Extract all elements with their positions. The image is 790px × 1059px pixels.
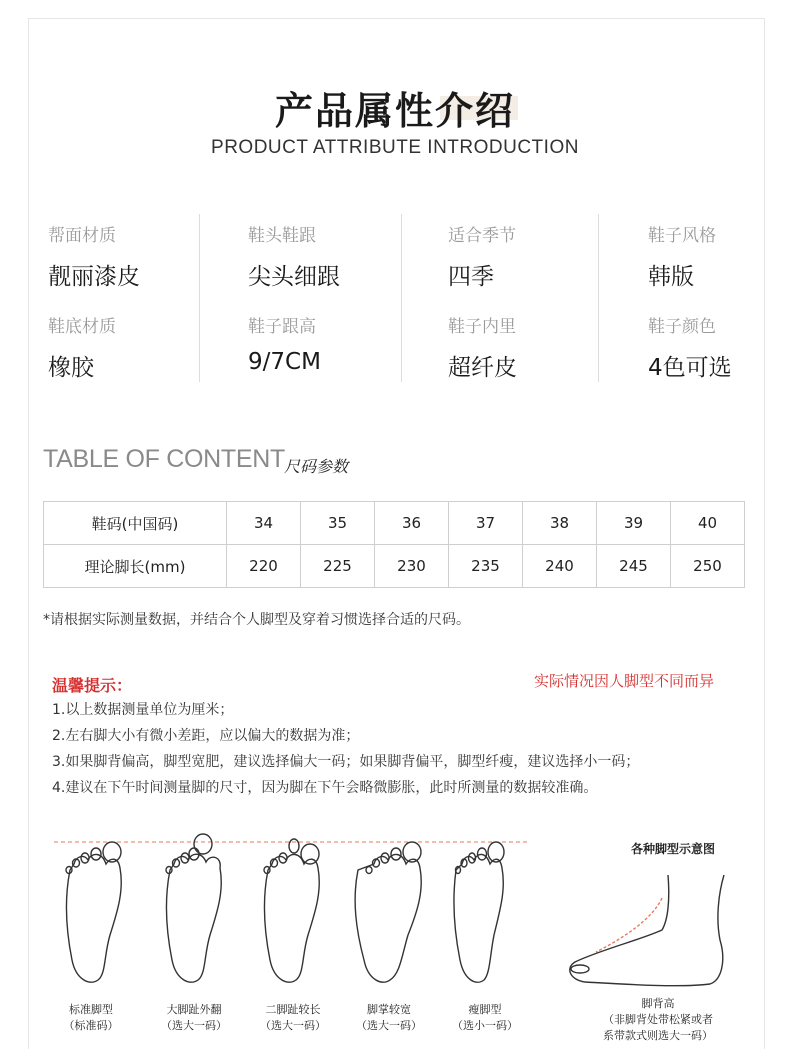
divider	[598, 214, 599, 382]
foot-wide-icon	[355, 842, 421, 982]
foot-high-instep-icon	[570, 875, 724, 986]
attribute-label: 鞋子风格	[648, 226, 716, 246]
attribute-upper-material	[48, 221, 140, 291]
divider	[401, 214, 402, 382]
foot-caption-bunion	[139, 1002, 249, 1034]
table-cell: 230	[375, 545, 449, 588]
table-cell: 36	[375, 502, 449, 545]
attribute-label: 鞋底材质	[48, 317, 116, 337]
attribute-label: 鞋子跟高	[248, 317, 316, 337]
size-note: *请根据实际测量数据，并结合个人脚型及穿着习惯选择合适的尺码。	[43, 612, 470, 628]
table-cell: 225	[301, 545, 375, 588]
caption-name: 脚背高	[641, 997, 675, 1010]
attribute-value: 4色可选	[648, 355, 732, 381]
divider	[199, 214, 200, 382]
page-subtitle: PRODUCT ATTRIBUTE INTRODUCTION	[211, 137, 579, 158]
table-cell: 40	[671, 502, 745, 545]
caption-advice: （选大一码）	[260, 1019, 326, 1032]
caption-name: 二脚趾较长	[265, 1003, 321, 1016]
foot-caption-long-second-toe	[238, 1002, 348, 1034]
tips-right-note: 实际情况因人脚型不同而异	[534, 672, 715, 690]
attribute-value: 靓丽漆皮	[48, 264, 140, 290]
table-row	[44, 545, 745, 588]
attribute-value: 韩版	[648, 264, 694, 290]
table-cell: 240	[523, 545, 597, 588]
foot-bunion-icon	[166, 834, 221, 982]
table-row	[44, 502, 745, 545]
foot-slim-icon	[454, 842, 504, 982]
attribute-toe-heel	[248, 221, 340, 291]
tip-item: 3.如果脚背偏高，脚型宽肥，建议选择偏大一码；如果脚背偏平，脚型纤瘦，建议选择小一码；	[52, 754, 640, 770]
caption-name: 标准脚型	[69, 1003, 113, 1016]
attribute-label: 适合季节	[448, 226, 516, 246]
diagram-title: 各种脚型示意图	[631, 842, 716, 856]
tip-item: 4.建议在下午时间测量脚的尺寸，因为脚在下午会略微膨胀，此时所测量的数据较准确。	[52, 780, 598, 796]
attribute-value: 四季	[448, 264, 494, 290]
tips-title: 温馨提示：	[52, 676, 133, 695]
attribute-sole-material	[48, 312, 116, 382]
table-cell: 235	[449, 545, 523, 588]
foot-caption-slim	[430, 1002, 540, 1034]
table-cell: 250	[671, 545, 745, 588]
attribute-lining	[448, 312, 517, 382]
attribute-value: 9/7CM	[248, 349, 321, 375]
table-cell: 37	[449, 502, 523, 545]
foot-caption-high-instep	[588, 996, 728, 1044]
caption-advice: （选小一码）	[452, 1019, 518, 1032]
tip-item: 2.左右脚大小有微小差距，应以偏大的数据为准；	[52, 728, 360, 744]
attribute-label: 鞋头鞋跟	[248, 226, 316, 246]
caption-advice: （标准码）	[63, 1019, 119, 1032]
attribute-value: 橡胶	[48, 355, 94, 381]
attribute-color	[648, 312, 732, 382]
attribute-style	[648, 221, 716, 291]
caption-name: 大脚趾外翻	[166, 1003, 222, 1016]
attribute-value: 尖头细跟	[248, 264, 340, 290]
foot-caption-wide	[334, 1002, 444, 1034]
caption-name: 瘦脚型	[468, 1003, 502, 1016]
caption-name: 脚掌较宽	[367, 1003, 411, 1016]
attribute-label: 鞋子内里	[448, 317, 516, 337]
size-table	[43, 501, 745, 588]
row-header: 鞋码(中国码)	[44, 502, 227, 545]
table-cell: 220	[227, 545, 301, 588]
attribute-heel-height	[248, 312, 321, 375]
caption-advice: （选大一码）	[161, 1019, 227, 1032]
attribute-label: 鞋子颜色	[648, 317, 716, 337]
table-cell: 35	[301, 502, 375, 545]
table-cell: 38	[523, 502, 597, 545]
caption-advice: 系带款式则选大一码）	[603, 1029, 713, 1042]
attribute-label: 帮面材质	[48, 226, 116, 246]
foot-standard-icon	[66, 842, 121, 982]
row-header: 理论脚长(mm)	[44, 545, 227, 588]
caption-advice: （选大一码）	[356, 1019, 422, 1032]
table-cell: 39	[597, 502, 671, 545]
size-section-title: TABLE OF CONTENT	[43, 445, 285, 473]
page-title: 产品属性介绍	[274, 89, 515, 133]
table-cell: 34	[227, 502, 301, 545]
table-cell: 245	[597, 545, 671, 588]
size-section-subtitle: 尺码参数	[284, 457, 349, 476]
foot-long-second-toe-icon	[264, 839, 319, 982]
attribute-season	[448, 221, 516, 291]
attribute-value: 超纤皮	[448, 355, 517, 381]
foot-caption-standard	[36, 1002, 146, 1034]
tip-item: 1.以上数据测量单位为厘米；	[52, 702, 234, 718]
caption-advice: （非脚背处带松紧或者	[603, 1013, 713, 1026]
